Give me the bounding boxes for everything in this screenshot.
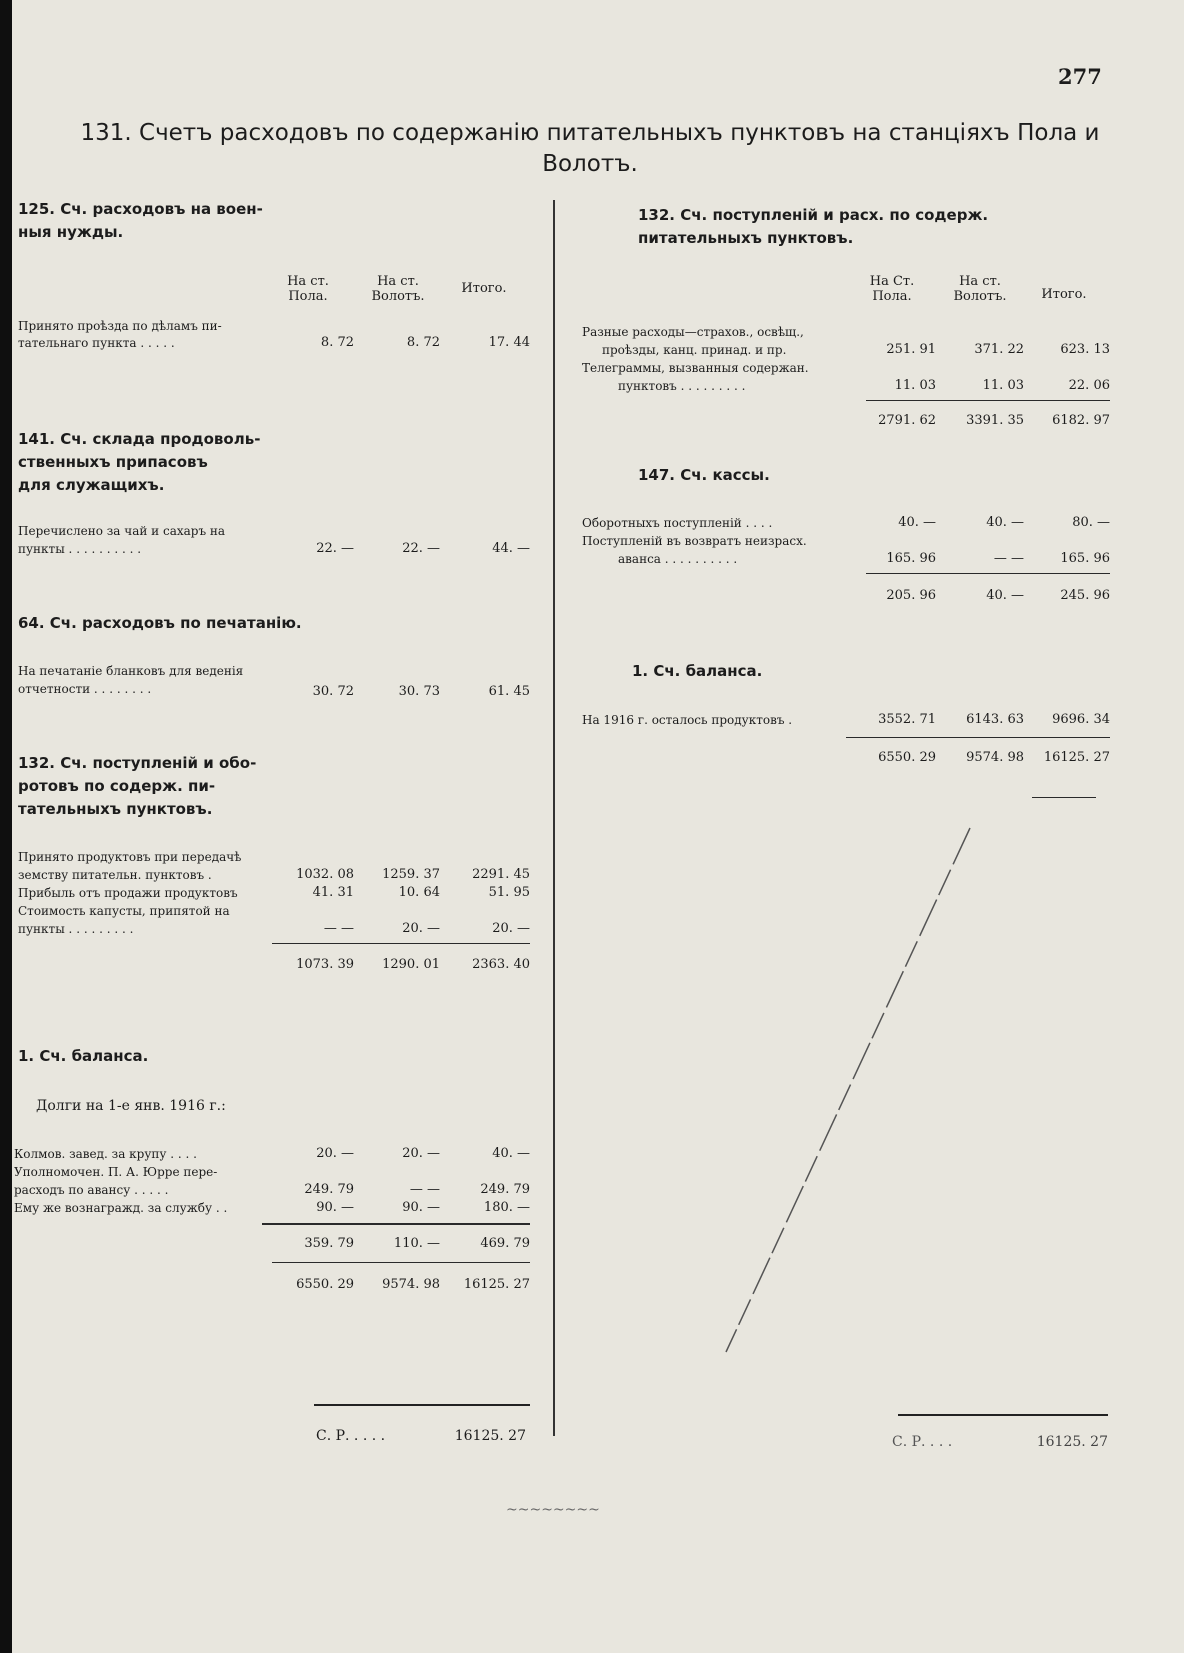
total-volot: 40. — <box>986 588 1024 603</box>
value-pola: 90. — <box>316 1200 354 1215</box>
value-volot: 22. — <box>402 541 440 556</box>
row-label: Телеграммы, вызванныя содержан. <box>582 361 809 375</box>
value-total: 61. 45 <box>488 684 530 699</box>
section-125-title: 125. Сч. расходовъ на воен- ныя нужды. <box>18 200 263 241</box>
row-label: Разные расходы—страхов., освѣщ., <box>582 325 804 339</box>
total-total: 245. 96 <box>1060 588 1110 603</box>
col-header-total: Итого. <box>1041 287 1087 302</box>
total-pola: 6550. 29 <box>296 1277 354 1292</box>
col-header-total: Итого. <box>461 281 507 296</box>
total-volot: 9574. 98 <box>966 750 1024 765</box>
total-total: 2363. 40 <box>472 957 530 972</box>
value-volot: 30. 73 <box>398 684 440 699</box>
cancel-diagonal-line <box>720 820 980 1360</box>
value-total: 2291. 45 <box>472 867 530 882</box>
value-volot: 20. — <box>402 921 440 936</box>
row-label: расходъ по авансу . . . . . <box>14 1183 169 1197</box>
subtotal-pola: 359. 79 <box>304 1236 354 1251</box>
subtotal-total: 469. 79 <box>480 1236 530 1251</box>
col-header-pola: На ст. Пола. <box>287 274 329 304</box>
total-volot: 9574. 98 <box>382 1277 440 1292</box>
value-volot: 8. 72 <box>406 335 440 350</box>
decorative-tilde: ~~~~~~~~ <box>506 1502 600 1518</box>
row-label: Принято проѣзда по дѣламъ пи- <box>18 319 222 333</box>
section-147-title: 147. Сч. кассы. <box>638 466 770 484</box>
closing-rule <box>898 1414 1108 1416</box>
short-rule <box>1032 797 1096 798</box>
value-pola: 249. 79 <box>304 1182 354 1197</box>
value-pola: 30. 72 <box>312 684 354 699</box>
value-total: 165. 96 <box>1060 551 1110 566</box>
sr-value: 16125. 27 <box>1036 1434 1108 1450</box>
total-rule <box>272 943 530 944</box>
value-total: 22. 06 <box>1068 378 1110 393</box>
value-total: 44. — <box>492 541 530 556</box>
row-label: проѣзды, канц. принад. и пр. <box>602 343 787 357</box>
value-total: 80. — <box>1072 515 1110 530</box>
value-pola: 251. 91 <box>886 342 936 357</box>
column-divider <box>553 200 555 1436</box>
total-volot: 1290. 01 <box>382 957 440 972</box>
total-total: 6182. 97 <box>1052 413 1110 428</box>
value-pola: 165. 96 <box>886 551 936 566</box>
row-label: На печатаніе бланковъ для веденія <box>18 664 244 678</box>
value-pola: 22. — <box>316 541 354 556</box>
section-64-title: 64. Сч. расходовъ по печатанію. <box>18 614 302 632</box>
value-total: 249. 79 <box>480 1182 530 1197</box>
value-pola: 40. — <box>898 515 936 530</box>
total-volot: 3391. 35 <box>966 413 1024 428</box>
row-label: аванса . . . . . . . . . . <box>618 552 738 566</box>
value-volot: 90. — <box>402 1200 440 1215</box>
value-total: 17. 44 <box>488 335 530 350</box>
book-spine <box>0 0 12 1653</box>
cancel-stroke <box>726 828 970 1352</box>
value-volot: 371. 22 <box>974 342 1024 357</box>
row-label: тательнаго пункта . . . . . <box>18 336 175 350</box>
value-pola: 1032. 08 <box>296 867 354 882</box>
section-1r-title: 1. Сч. баланса. <box>632 662 763 680</box>
value-total: 20. — <box>492 921 530 936</box>
total-rule <box>272 1262 530 1263</box>
value-volot: — — <box>409 1182 440 1197</box>
value-volot: 40. — <box>986 515 1024 530</box>
value-pola: 41. 31 <box>312 885 354 900</box>
total-total: 16125. 27 <box>463 1277 530 1292</box>
value-total: 9696. 34 <box>1052 712 1110 727</box>
row-label: земству питательн. пунктовъ . <box>18 868 212 882</box>
section-1-title: 1. Сч. баланса. <box>18 1047 149 1065</box>
col-header-volot: На ст. Волотъ. <box>953 274 1007 304</box>
value-pola: 3552. 71 <box>878 712 936 727</box>
value-pola: 8. 72 <box>320 335 354 350</box>
total-total: 16125. 27 <box>1043 750 1110 765</box>
value-volot: 11. 03 <box>982 378 1024 393</box>
value-total: 180. — <box>483 1200 530 1215</box>
sr-label: С. Р. . . . <box>892 1434 953 1450</box>
col-header-pola: На Ст. Пола. <box>869 274 915 304</box>
row-label: На 1916 г. осталось продуктовъ . <box>582 713 793 727</box>
row-label: Прибыль отъ продажи продуктовъ <box>18 886 238 900</box>
value-volot: 10. 64 <box>398 885 440 900</box>
row-label: Оборотныхъ поступленій . . . . <box>582 516 773 530</box>
closing-rule <box>314 1404 530 1406</box>
total-pola: 205. 96 <box>886 588 936 603</box>
row-label: Принято продуктовъ при передачѣ <box>18 850 242 864</box>
value-pola: 20. — <box>316 1146 354 1161</box>
row-label: Поступленій въ возвратъ неизрасх. <box>582 534 807 548</box>
row-label: Стоимость капусты, припятой на <box>18 904 230 918</box>
total-pola: 2791. 62 <box>878 413 936 428</box>
balance-subtitle: Долги на 1-е янв. 1916 г.: <box>36 1098 226 1114</box>
value-volot: 20. — <box>402 1146 440 1161</box>
section-132-title: 132. Сч. поступленій и обо- ротовъ по содерж. пи- тательныхъ пунктовъ. <box>18 754 257 818</box>
value-volot: — — <box>993 551 1024 566</box>
row-label: Уполномочен. П. А. Юрре пере- <box>14 1165 218 1179</box>
page-number: 277 <box>1058 64 1102 89</box>
subtotal-rule <box>262 1223 530 1225</box>
row-label: пункты . . . . . . . . . . <box>18 542 142 556</box>
subtotal-volot: 110. — <box>393 1236 440 1251</box>
value-total: 623. 13 <box>1060 342 1110 357</box>
row-label: отчетности . . . . . . . . <box>18 682 152 696</box>
section-141-title: 141. Сч. склада продоволь- ственныхъ припасовъ для служащихъ. <box>18 430 261 494</box>
sr-label: С. Р. . . . . <box>316 1428 386 1444</box>
value-pola: 11. 03 <box>894 378 936 393</box>
value-volot: 1259. 37 <box>382 867 440 882</box>
page-title: 131. Счетъ расходовъ по содержанію питательныхъ пунктовъ на станціяхъ Пола и Волотъ. <box>80 120 1100 177</box>
value-total: 51. 95 <box>488 885 530 900</box>
total-rule <box>846 737 1110 738</box>
total-pola: 6550. 29 <box>878 750 936 765</box>
total-rule <box>866 573 1110 574</box>
col-header-volot: На ст. Волотъ. <box>371 274 425 304</box>
total-rule <box>866 400 1110 401</box>
row-label: пунктовъ . . . . . . . . . <box>618 379 746 393</box>
row-label: пункты . . . . . . . . . <box>18 922 134 936</box>
sr-value: 16125. 27 <box>454 1428 526 1444</box>
total-pola: 1073. 39 <box>296 957 354 972</box>
row-label: Перечислено за чай и сахаръ на <box>18 524 226 538</box>
row-label: Колмов. завед. за крупу . . . . <box>14 1147 197 1161</box>
value-volot: 6143. 63 <box>966 712 1024 727</box>
row-label: Ему же вознагражд. за службу . . <box>14 1201 228 1215</box>
value-total: 40. — <box>492 1146 530 1161</box>
value-pola: — — <box>323 921 354 936</box>
section-132r-title: 132. Сч. поступленій и расх. по содерж. питательныхъ пунктовъ. <box>638 206 989 247</box>
